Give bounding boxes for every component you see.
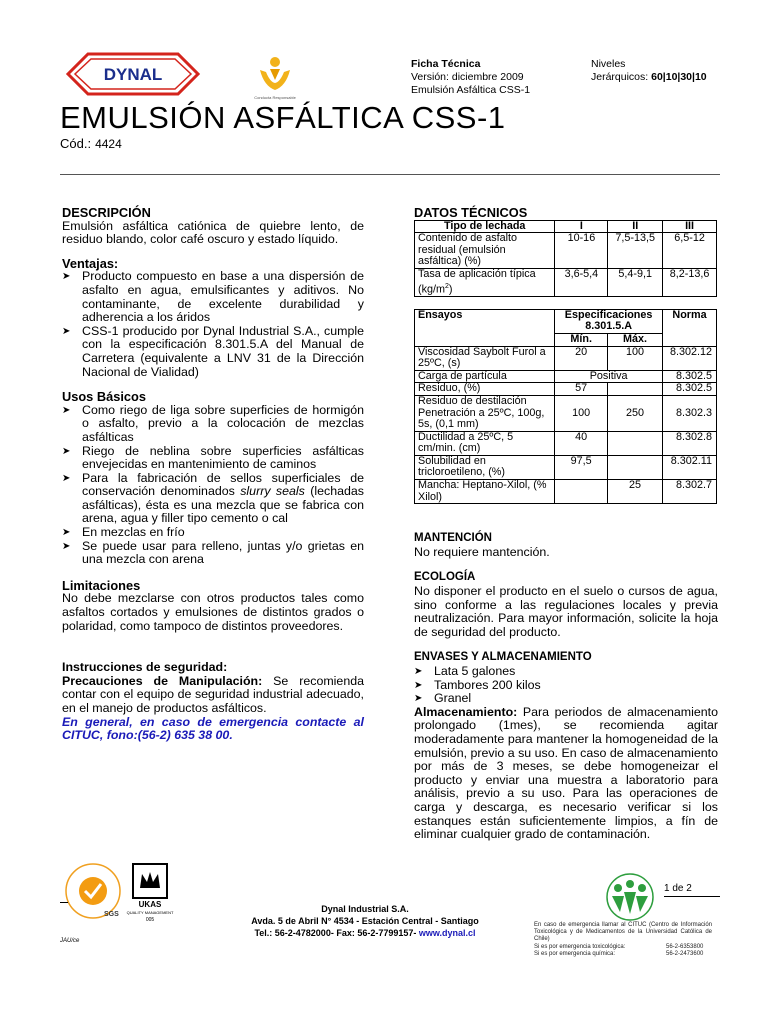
precauciones-heading: Precauciones de Manipulación: <box>62 673 263 688</box>
ficha-info <box>411 58 530 97</box>
tox-phone: 56-2-6353800 <box>666 944 704 950</box>
table-row <box>415 370 717 383</box>
table-cell: 100 <box>555 395 608 431</box>
table-row <box>415 431 717 455</box>
table-cell: 10-16 <box>555 233 608 269</box>
table-cell: Contenido de asfalto residual (emulsión asfáltica) (%) <box>415 233 555 269</box>
company-name: Dynal Industrial S.A. <box>321 904 409 914</box>
emergency-notice: En caso de emergencia llamar al CITUC (Centro de Información Toxicológica y de Medicamentos de la Universidad Católica de Chile) <box>534 922 712 942</box>
table-row <box>415 395 717 431</box>
table-cell: Mancha: Heptano-Xilol, (% Xilol) <box>415 480 555 504</box>
list-item: ➤ CSS-1 producido por Dynal Industrial S.A., cumple con la especificación 8.301.5.A del Manual de Carretera (equivalente a LNV 31 de la Dirección Nacional de Vialidad) <box>62 323 364 379</box>
doc-name: Emulsión Asfáltica CSS-1 <box>411 84 531 96</box>
arrow-bullet-icon: ➤ <box>414 693 423 705</box>
version: Versión: diciembre 2009 <box>411 71 524 83</box>
table-header: I <box>555 220 608 233</box>
table-cell: Solubilidad en tricloroetileno, (%) <box>415 455 555 479</box>
list-item: ➤ Riego de neblina sobre superficies asfálticas envejecidas en mantenimiento de caminos <box>62 443 364 472</box>
arrow-bullet-icon: ➤ <box>62 271 71 283</box>
descripcion-heading: DESCRIPCIÓN <box>62 205 151 220</box>
svg-text:QUALITY MANAGEMENT: QUALITY MANAGEMENT <box>126 910 174 915</box>
table-cell: Viscosidad Saybolt Furol a 25ºC, (s) <box>415 346 555 370</box>
arrow-bullet-icon: ➤ <box>62 540 71 552</box>
ukas-certification-logo <box>126 862 174 924</box>
table-cell: 8.302.5 <box>663 370 717 383</box>
table-cell: 5,4-9,1 <box>608 268 663 296</box>
almacenamiento-heading: Almacenamiento: <box>414 704 518 719</box>
svg-text:DYNAL: DYNAL <box>103 65 163 84</box>
code-label: Cód.: <box>60 136 92 151</box>
seguridad-heading: Instrucciones de seguridad: <box>62 660 228 675</box>
table-cell: 97,5 <box>555 455 608 479</box>
table-cell: 8.302.11 <box>663 455 717 479</box>
table-cell: 40 <box>555 431 608 455</box>
table-cell: 8.302.3 <box>663 395 717 431</box>
descripcion-text: Emulsión asfáltica catiónica de quiebre lento, de residuo blando, color café oscuro y estado líquido. <box>62 218 364 247</box>
almacenamiento-text: Almacenamiento: Para periodos de almacenamiento prolongado (1mes), se recomienda agitar moderadamente para mantener la homogeneidad de la emulsión, previo a su uso. En caso de almacenamiento por más de 3 meses, se debe homogeneizar el producto y enviar una muestra a laboratorio para análisis, previo a su uso. Para las operaciones de carga y descarga, es necesario verificar si los estanques están suficientemente limpios, a fín de eliminar cualquier grado de contaminación. <box>414 704 718 842</box>
ecologia-heading: ECOLOGÍA <box>414 571 476 584</box>
list-item: ➤ Como riego de liga sobre superficies de hormigón o asfalto, previo a la colocación de mezclas asfálticas <box>62 402 364 444</box>
envases-list <box>414 665 718 706</box>
sgs-certification-seal <box>64 862 122 920</box>
mantencion-text: No requiere mantención. <box>414 544 550 559</box>
datos-heading: DATOS TÉCNICOS <box>414 205 528 220</box>
usos-heading: Usos Básicos <box>62 389 146 405</box>
table-header: Norma <box>663 309 717 346</box>
table-cell: 8.302.12 <box>663 346 717 370</box>
jerarquicos: Jerárquicos: 60|10|30|10 <box>591 71 707 83</box>
list-item: ➤ En mezclas en frío <box>62 525 185 540</box>
table-header-row <box>415 309 717 333</box>
list-item: ➤ Lata 5 galones <box>414 664 516 678</box>
table-row <box>415 480 717 504</box>
product-code <box>60 136 122 151</box>
chem-label: Si es por emergencia química: <box>534 951 616 957</box>
table-row <box>415 233 717 269</box>
svg-text:Conducta Responsable: Conducta Responsable <box>254 95 296 100</box>
chem-phone: 56-2-2473600 <box>666 951 704 957</box>
table-row <box>415 346 717 370</box>
list-item: ➤ Tambores 200 kilos <box>414 677 541 692</box>
arrow-bullet-icon: ➤ <box>62 404 71 416</box>
table-cell: Positiva <box>555 370 663 383</box>
table-row <box>415 268 717 296</box>
ensayos-table <box>414 309 717 505</box>
table-header: II <box>608 220 663 233</box>
table-cell: 7,5-13,5 <box>608 233 663 269</box>
usos-list <box>62 404 364 567</box>
limitaciones-text: No debe mezclarse con otros productos tales como asfaltos cortados y emulsiones de distintos grados o polaridad, como tampoco de distintos proveedores. <box>62 591 364 633</box>
arrow-bullet-icon: ➤ <box>62 472 71 484</box>
table-header-row <box>415 220 717 233</box>
author-initials: JAU/ce <box>60 938 80 944</box>
precauciones-text: Precauciones de Manipulación: Se recomienda contar con el equipo de seguridad industrial adecuado, en el manejo de productos asfálticos. <box>62 673 364 715</box>
table-cell <box>555 480 608 504</box>
footer-dash <box>60 902 68 903</box>
right-column <box>414 206 718 842</box>
table-cell: 57 <box>555 383 608 396</box>
table-cell <box>608 383 663 396</box>
page-number: 1 de 2 <box>664 883 692 894</box>
envases-heading: ENVASES Y ALMACENAMIENTO <box>414 651 592 664</box>
table-cell: Carga de partícula <box>415 370 555 383</box>
page-underline <box>664 896 720 897</box>
ficha-title: Ficha Técnica <box>411 58 481 70</box>
ecologia-text: No disponer el producto en el suelo o cursos de agua, sino conforme a las regulaciones locales y previa neutralización. Para mayor información, solicite la hoja de seguridad del producto. <box>414 584 718 639</box>
slurry-seals-term: slurry seals <box>240 484 305 499</box>
table-cell: 8.302.5 <box>663 383 717 396</box>
table-cell: 250 <box>608 395 663 431</box>
arrow-bullet-icon: ➤ <box>62 325 71 337</box>
list-item: ➤ Para la fabricación de sellos superficiales de conservación denominados slurry seals (lechadas asfálticas), ésta es una mezcla que se fabrica con arena, agua y filler tipo cemento o cal <box>62 470 364 526</box>
table-cell: 6,5-12 <box>663 233 717 269</box>
niveles-info <box>591 58 707 84</box>
cituc-emergency-logo <box>598 872 662 922</box>
svg-text:UKAS: UKAS <box>138 900 162 909</box>
conducta-responsable-logo <box>250 52 300 102</box>
table-cell <box>608 455 663 479</box>
arrow-bullet-icon: ➤ <box>62 527 71 539</box>
arrow-bullet-icon: ➤ <box>414 679 423 691</box>
table-cell: 8,2-13,6 <box>663 268 717 296</box>
table-cell: Residuo de destilación Penetración a 25ºC, 100g, 5s, (0,1 mm) <box>415 395 555 431</box>
jerarquicos-value: 60|10|30|10 <box>651 71 707 83</box>
table-cell <box>608 431 663 455</box>
ventajas-heading: Ventajas: <box>62 255 119 271</box>
table-cell: 25 <box>608 480 663 504</box>
table-header: Mín. <box>555 333 608 346</box>
arrow-bullet-icon: ➤ <box>414 666 423 677</box>
list-item: ➤ Producto compuesto en base a una dispersión de asfalto en agua, emulsificantes y aditivos. No contaminante, de excelente durabilidad y adherencia a los áridos <box>62 269 364 325</box>
table-header: Ensayos <box>415 309 555 346</box>
table-header: Especificaciones 8.301.5.A <box>555 309 663 333</box>
table-row <box>415 455 717 479</box>
table-cell: 100 <box>608 346 663 370</box>
mantencion-heading: MANTENCIÓN <box>414 532 492 545</box>
company-contact: Tel.: 56-2-4782000- Fax: 56-2-7799157- www.dynal.cl <box>254 928 476 938</box>
table-cell: 3,6-5,4 <box>555 268 608 296</box>
page-title: EMULSIÓN ASFÁLTICA CSS-1 <box>60 100 506 135</box>
limitaciones-heading: Limitaciones <box>62 577 141 593</box>
website-link[interactable]: www.dynal.cl <box>418 928 476 938</box>
emergency-contact: En general, en caso de emergencia contacte al CITUC, fono:(56-2) 635 38 00. <box>62 714 364 743</box>
table-cell: Ductilidad a 25ºC, 5 cm/min. (cm) <box>415 431 555 455</box>
table-cell: 20 <box>555 346 608 370</box>
company-address: Avda. 5 de Abril N° 4534 - Estación Central - Santiago <box>251 916 479 926</box>
table-cell: Tasa de aplicación típica $(kg/m^2)$ <box>415 268 555 296</box>
table-cell: 8.302.8 <box>663 431 717 455</box>
table-cell: 8.302.7 <box>663 480 717 504</box>
header-divider <box>60 174 720 175</box>
table-row <box>415 383 717 396</box>
code-value: 4424 <box>95 137 122 151</box>
ventajas-list <box>62 270 364 379</box>
list-item: ➤ Se puede usar para relleno, juntas y/o grietas en una mezcla con arena <box>62 538 364 567</box>
list-item: ➤ Granel <box>414 691 472 706</box>
left-column <box>62 206 364 743</box>
arrow-bullet-icon: ➤ <box>62 445 71 457</box>
dynal-logo <box>66 52 200 96</box>
svg-text:005: 005 <box>145 917 155 923</box>
tox-label: Si es por emergencia toxicológica: <box>534 944 626 950</box>
niveles-label: Niveles <box>591 58 626 70</box>
table-header: Tipo de lechada <box>415 220 555 233</box>
table-header: Máx. <box>608 333 663 346</box>
table-cell: Residuo, (%) <box>415 383 555 396</box>
svg-text:SGS: SGS <box>104 911 119 918</box>
lechada-table <box>414 220 717 297</box>
table-header: III <box>663 220 717 233</box>
